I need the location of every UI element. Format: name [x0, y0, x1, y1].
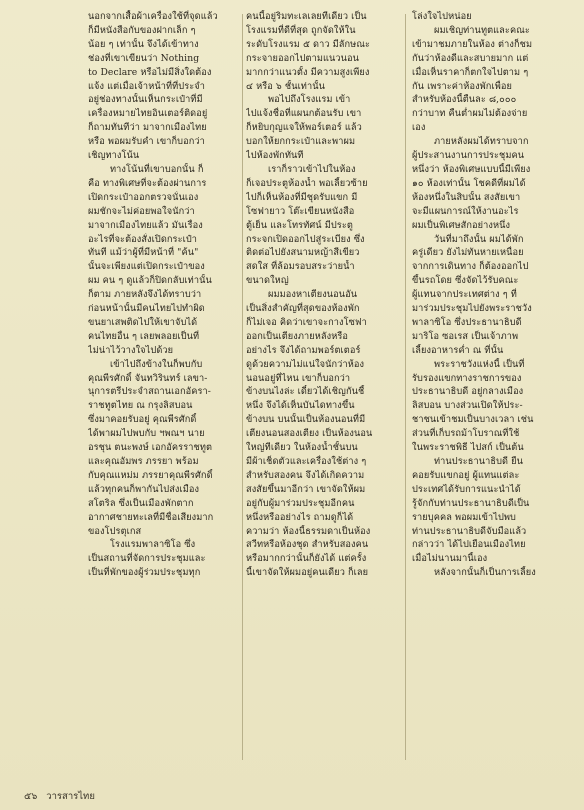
- text-line: ไปก็เห็นห้องที่มีชุดรับแขก มี: [246, 191, 358, 203]
- text-line: ผม คน ๆ ดูแล้วก็ปิดกลับเท่านั้น: [88, 275, 212, 287]
- text-line: คือ ทางพิเศษที่จะต้องผ่านการ: [88, 177, 207, 189]
- text-line: กันว่าห้องดีและสบายมาก แต่: [412, 52, 529, 64]
- text-line: นุการตรีประจำสถานเอกอัครา-: [88, 386, 211, 398]
- text-line: ชาชนเข้าชมเป็นบางเวลา เช่น: [412, 414, 534, 426]
- text-line: ใหญ่ทีเดียว ในห้องน้ำชั้นบน: [246, 442, 358, 454]
- magazine-name: วารสารไทย: [46, 791, 95, 802]
- text-line: ผมมองหาเตียงนอนอัน: [268, 289, 358, 301]
- text-line: ระดับโรงแรม ๕ ดาว มีลักษณะ: [246, 38, 370, 50]
- text-line: หรือมากกว่านั้นก็ยังได้ แต่ครั้ง: [246, 553, 367, 565]
- text-line: ส่วนที่เก็บรถม้าโบราณที่ใช้: [412, 428, 520, 440]
- text-line: ท่านประธานาธิบดีจับมือแล้ว: [412, 525, 527, 537]
- text-line: ประธานาธิบดี อยู่กลางเมือง: [412, 386, 524, 398]
- page-footer: [24, 789, 95, 804]
- column-text: [246, 10, 400, 580]
- text-line: แล้วทุกคนก็พากันไปส่งเมือง: [88, 483, 200, 495]
- text-line: ติดต่อไปยังสนามหญ้าสีเขียว: [246, 247, 360, 259]
- text-line: เตียงนอนสองเตียง เป็นห้องนอน: [246, 428, 373, 440]
- text-line: อยู่ช่องทางนั้นเห็นกระเป๋าที่มี: [88, 94, 203, 106]
- text-line: ภายหลังผมได้ทราบจาก: [434, 136, 529, 148]
- text-line: ผู้ประสานงานการประชุมคน: [412, 150, 525, 162]
- text-line: มากกว่าแนวตั้ง มีความสูงเพียง: [246, 66, 370, 78]
- text-line: to Declare หรือไม่มีสิ่งใดต้อง: [88, 66, 212, 78]
- text-column-1: [88, 10, 237, 762]
- text-line: เป็นสถานที่จัดการประชุมและ: [88, 553, 206, 565]
- text-line: มีผ้าเช็ดตัวและเครื่องใช้ต่าง ๆ: [246, 456, 367, 467]
- text-line: สำหรับห้องนี้ตืนละ ๘,๐๐๐: [412, 94, 517, 106]
- text-line: ๔ หรือ ๖ ชั้นเท่านั้น: [246, 80, 325, 92]
- text-column-3: [412, 10, 560, 762]
- text-line: ออกเป็นเตียงภายหลังหรือ: [246, 330, 349, 342]
- text-line: ผมชักจะไม่ค่อยพอใจนักว่า: [88, 205, 195, 217]
- text-line: มาจากเมืองไทยแล้ว มันเรื่อง: [88, 219, 203, 231]
- text-line: อรชุน ตนะพงษ์ เอกอัครราชทูต: [88, 442, 213, 454]
- text-line: เลี้ยงอาหารค่ำ ณ ที่นั้น: [412, 344, 504, 356]
- text-line: ผมเป็นพิเศษสักอย่างหนึ่ง: [412, 219, 511, 231]
- text-line: บอกให้ยกกระเป๋าและพาผม: [246, 136, 356, 148]
- text-line: สำหรับสองคน จึงได้เกิดความ: [246, 469, 365, 481]
- text-line: โล่งใจไปหน่อย: [412, 11, 472, 22]
- text-line: ก็ถามทันทีว่า มาจากเมืองไทย: [88, 122, 207, 134]
- text-line: ทันที แม้ว่าผู้ที่มีหน้าที่ "ค้น": [88, 247, 199, 259]
- text-line: พอไปถึงโรงแรม เข้า: [268, 94, 351, 106]
- text-line: กระจายออกไปตามแนวนอน: [246, 52, 360, 64]
- text-line: เข้ามาชมภายในห้อง ต่างก็ชม: [412, 38, 533, 50]
- text-line: หลังจากนั้นก็เป็นการเลี้ยง: [434, 567, 536, 579]
- text-line: รู้จักกับท่านประธานาธิบดีเป็น: [412, 497, 530, 509]
- text-line: อยู่กับผู้มาร่วมประชุมอีกคน: [246, 497, 355, 509]
- text-line: ก็หยิบกุญแจให้พอร์เตอร์ แล้ว: [246, 122, 362, 134]
- text-line: ของโปรตุเกส: [88, 525, 142, 537]
- text-line: จากการเดินทาง ก็ต้องออกไป: [412, 261, 529, 273]
- text-line: คนนี้อยู่ริมทะเลเลยทีเดียว เป็น: [246, 11, 367, 22]
- text-line: ขึ้นรถโดย ซึ่งจัดไว้รับคณะ: [412, 275, 519, 287]
- text-line: อะไรที่จะต้องสั่งเปิดกระเป๋า: [88, 233, 198, 245]
- column-divider: [405, 14, 406, 760]
- text-line: จะมีแผนการณ์ให้งานอะไร: [412, 205, 519, 217]
- text-line: ไปแจ้งชื่อที่แผนกต้อนรับ เขา: [246, 108, 362, 120]
- text-line: มาร่วมประชุมไปยังพระราชวัง: [412, 303, 532, 315]
- text-line: พระราชวังแห่งนี้ เป็นที่: [434, 358, 525, 370]
- text-line: ท่านประธานาธิบดี ยืน: [434, 456, 523, 467]
- text-line: เครื่องหมายไทยอินเตอร์ติดอยู่: [88, 108, 208, 120]
- text-line: ก็มีหนังสือกับของฝากเล็ก ๆ: [88, 24, 196, 36]
- text-line: ความว่า ห้องนี้ธรรมดาเป็นห้อง: [246, 525, 371, 537]
- text-line: ผมเชิญท่านทูตและคณะ: [434, 24, 530, 36]
- text-line: หนึ่งว่า ห้องพิเศษแบบนี้มีเพียง: [412, 163, 531, 175]
- text-line: หนึ่ง จึงได้เห็นบันไดทางขึ้น: [246, 400, 355, 412]
- text-line: ตู้เย็น และโทรทัศน์ มีประตู: [246, 219, 353, 231]
- text-line: เราก็ราวเข้าไปในห้อง: [268, 163, 356, 175]
- text-line: เมื่อเห็นราคาก็ตกใจไปตาม ๆ: [412, 66, 529, 78]
- text-line: โรงแรมที่ดีที่สุด ถูกจัดให้ใน: [246, 24, 356, 36]
- text-line: เป็นสิ่งสำคัญที่สุดของห้องพัก: [246, 303, 360, 315]
- page-number: ๕๖: [24, 791, 38, 802]
- text-line: คอยรับแขกอยู่ ผู้แทนแต่ละ: [412, 469, 520, 481]
- text-line: ในพระราชพิธี ไปสก์ เป็นต้น: [412, 442, 524, 454]
- text-line: น้อย ๆ เท่านั้น จึงได้เข้าทาง: [88, 38, 199, 50]
- text-line: ได้พาผมไปพบกับ ฯพณฯ นาย: [88, 428, 205, 440]
- text-line: เปิดกระเป๋าออกตรวจนั่นเอง: [88, 191, 199, 203]
- text-line: ครู่เดียว ยังไม่ทันหายเหนื่อย: [412, 247, 524, 259]
- text-line: หรือ พอผมรับคำ เขาก็บอกว่า: [88, 136, 205, 148]
- text-line: สวีทหรือห้องชุด สำหรับสองคน: [246, 539, 369, 551]
- text-line: หนึ่งหรืออย่างไร ถามดูก็ได้: [246, 511, 354, 523]
- text-line: กับคุณแหม่ม ภรรยาคุณพีรศักดิ์: [88, 469, 213, 481]
- column-divider: [242, 14, 243, 760]
- text-line: โซฟายาว โต๊ะเขียนหนังสือ: [246, 205, 355, 217]
- text-line: ไม่น่าไว้วางใจไปด้วย: [88, 344, 174, 356]
- text-line: ราชทูตไทย ณ กรุงลิสบอน: [88, 400, 193, 412]
- text-line: ดูด้วยความไม่แน่ใจนักว่าห้อง: [246, 358, 365, 370]
- text-line: คุณพีรศักดิ์ จันทวิรินทร์ เลขา-: [88, 372, 208, 384]
- text-line: สโตริล ซึ่งเป็นเมืองพักตาก: [88, 497, 194, 509]
- text-line: ก็ตาม ภายหลังจึงได้ทราบว่า: [88, 289, 202, 301]
- text-line: กระจกเปิดออกไปสู่ระเบียง ซึ่ง: [246, 233, 365, 245]
- text-line: ห้องหนึ่งในสิบนั้น สงสัยเขา: [412, 191, 521, 203]
- text-line: ขนาดใหญ่: [246, 275, 289, 287]
- text-line: กัน เพราะค่าห้องพักเพื่อย: [412, 80, 512, 92]
- text-line: สดใส ที่ล้อมรอบสระว่ายน้ำ: [246, 261, 355, 273]
- text-line: ช่องที่เขาเขียนว่า Nothing: [88, 52, 200, 64]
- text-line: รายบุคคล พอผมเข้าไปพบ: [412, 511, 516, 523]
- text-line: โรงแรมพาลาซิโอ ซึ่ง: [110, 539, 196, 551]
- text-line: มาริโอ ซอเรส เป็นเจ้าภาพ: [412, 330, 519, 342]
- text-line: วันที่มาถึงนั้น ผมได้พัก: [434, 233, 524, 245]
- text-line: เชิญทางโน้น: [88, 150, 140, 162]
- text-line: และคุณอัมพร ภรรยา พร้อม: [88, 456, 199, 467]
- text-line: คนไทยอื่น ๆ เลยพลอยเป็นที่: [88, 330, 200, 342]
- text-line: นอนอยู่ที่ไหน เขาก็บอกว่า: [246, 372, 351, 384]
- text-line: ข้างบนไงล่ะ เดี๋ยวได้เชิญกันชี้: [246, 386, 365, 398]
- text-line: ผู้แทนจากประเทศต่าง ๆ ที่: [412, 289, 517, 301]
- text-line: ไปห้องพักทันที: [246, 150, 304, 162]
- text-line: ประเทศได้รับการแนะนำได้: [412, 483, 521, 495]
- text-line: อย่างไร จึงได้ถามพอร์ตเตอร์: [246, 344, 361, 356]
- text-line: อากาศชายทะเลที่มีชื่อเสียงมาก: [88, 511, 214, 523]
- text-line: ข้างบน บนนั้นเป็นห้องนอนที่มี: [246, 414, 366, 426]
- column-text: [88, 10, 237, 580]
- column-text: [412, 10, 560, 580]
- text-line: กล่าวว่า ได้ไปเยือนเมืองไทย: [412, 539, 526, 551]
- text-line: เข้าไปถึงข้างในก็พบกับ: [110, 358, 203, 370]
- text-line: ก็เจอประตูห้องน้ำ พอเลี้ยวซ้าย: [246, 177, 368, 189]
- text-line: กว่าบาท คืนต่ำผมไม่ต้องจ่าย: [412, 108, 528, 120]
- text-line: เมื่อไม่นานมานี้เอง: [412, 553, 488, 565]
- text-line: พาลาซิโอ ซึ่งประธานาธิบดี: [412, 316, 522, 328]
- text-line: สงสัยขึ้นมาอีกว่า เขาจัดให้ผม: [246, 483, 366, 495]
- text-line: ๑๐ ห้องเท่านั้น โชคดีที่ผมได้: [412, 177, 526, 189]
- text-line: นอกจากเสื้อผ้าเครื่องใช้ที่จุดแล้ว: [88, 11, 218, 22]
- text-line: เป็นที่พักของผู้ร่วมประชุมทุก: [88, 567, 201, 579]
- text-line: ก็ไม่เจอ คิดว่าเขาจะกางโซฟา: [246, 316, 367, 328]
- text-line: ทางโน้นที่เขาบอกนั้น ก็: [110, 163, 204, 175]
- text-line: ซึ่งมาคอยรับอยู่ คุณพีรศักดิ์: [88, 414, 197, 426]
- text-line: เอง: [412, 122, 426, 134]
- text-line: นั้นจะเพียงแต่เปิดกระเป๋าของ: [88, 261, 205, 273]
- text-line: รับรองแขกทางราชการของ: [412, 372, 522, 384]
- text-column-2: [246, 10, 400, 762]
- text-line: แจ้ง แต่เมื่อเจ้าหน้าที่ที่ประจำ: [88, 80, 205, 92]
- text-line: ลิสบอน บางส่วนเปิดให้ประ-: [412, 400, 523, 412]
- text-line: นี้เขาจัดให้ผมอยู่คนเดียว ก็เลย: [246, 567, 369, 579]
- text-line: ก่อนหน้านั้นมีคนไทยไปทำผิด: [88, 303, 205, 315]
- text-line: ขนยาเสพติดไปให้เขาจับได้: [88, 316, 198, 328]
